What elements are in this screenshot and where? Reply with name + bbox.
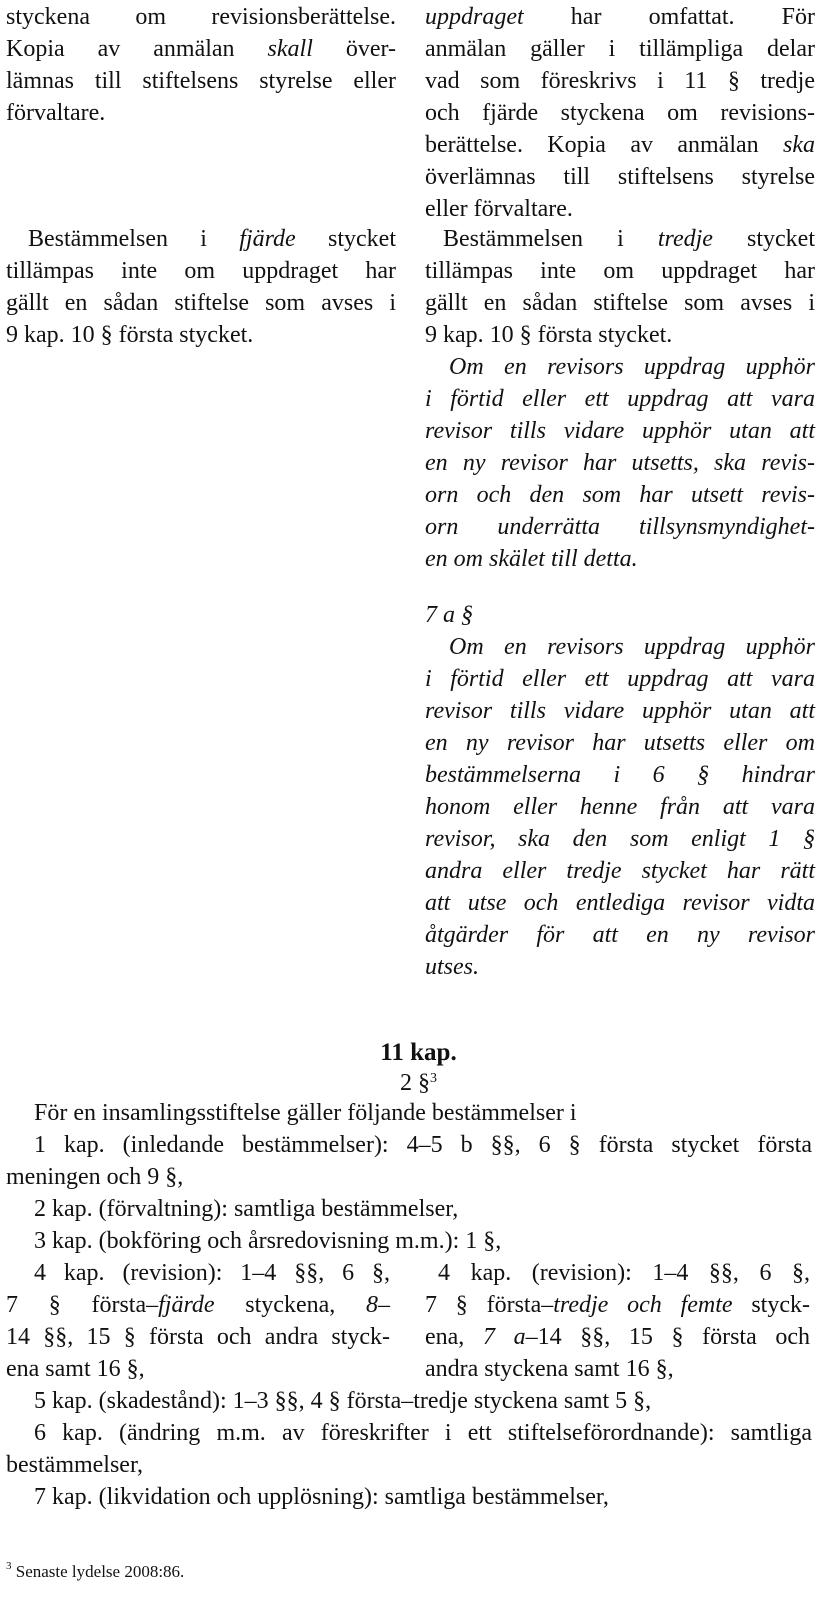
split-left-line: ena samt 16 §, bbox=[6, 1356, 145, 1382]
footnote-marker: 3 bbox=[6, 1560, 12, 1572]
right-text-line: eller förvaltare. bbox=[425, 196, 573, 222]
right-text-line: överlämnas till stiftelsens styrelse bbox=[425, 164, 815, 190]
emphasis: fjärde bbox=[239, 226, 296, 252]
section-heading: 2 §$^3$ bbox=[400, 1070, 437, 1096]
right-text-line: uppdraget har omfattat. För bbox=[425, 4, 815, 30]
split-right-line: andra styckena samt 16 §, bbox=[425, 1356, 674, 1382]
right-italic-line: en om skälet till detta. bbox=[425, 546, 638, 572]
left-text-line: Kopia av anmälan skall över- bbox=[6, 36, 396, 62]
section-7a-heading: 7 a § bbox=[425, 602, 473, 628]
right-text-line: anmälan gäller i tillämpliga delar bbox=[425, 36, 815, 62]
right-italic-line: revisor tills vidare upphör utan att bbox=[425, 698, 815, 724]
full-text-line: För en insamlingsstiftelse gäller följande bestämmelser i bbox=[34, 1100, 577, 1126]
full-text-line: 1 kap. (inledande bestämmelser): 4–5 b §§, 6 § första stycket första bbox=[34, 1132, 812, 1158]
split-right-line: 7 § första–tredje och femte styck- bbox=[425, 1292, 810, 1318]
left-line-part: Kopia av anmälan bbox=[6, 36, 268, 62]
left-text-line: förvaltare. bbox=[6, 100, 106, 126]
chapter-heading: 11 kap. bbox=[380, 1039, 457, 1066]
left-text-line: styckena om revisionsberättelse. bbox=[6, 4, 396, 30]
right-italic-line: utses. bbox=[425, 954, 479, 980]
footnote-text: Senaste lydelse 2008:86. bbox=[15, 1562, 185, 1581]
right-text-line: vad som föreskrivs i 11 § tredje bbox=[425, 68, 815, 94]
right-italic-line: i förtid eller ett uppdrag att vara bbox=[425, 666, 815, 692]
right-italic-line: åtgärder för att en ny revisor bbox=[425, 922, 815, 948]
right-text-line: Bestämmelsen i tredje stycket bbox=[443, 226, 815, 252]
left-text-line: lämnas till stiftelsens styrelse eller bbox=[6, 68, 396, 94]
right-italic-line: i förtid eller ett uppdrag att vara bbox=[425, 386, 815, 412]
split-left-line: 4 kap. (revision): 1–4 §§, 6 §, bbox=[34, 1260, 390, 1286]
footnote-ref: 3 bbox=[430, 1071, 437, 1086]
full-text-line: 6 kap. (ändring m.m. av föreskrifter i ett stiftelseförordnande): samtliga bbox=[34, 1420, 812, 1446]
right-italic-line: andra eller tredje stycket har rätt bbox=[425, 858, 815, 884]
right-italic-line: revisor tills vidare upphör utan att bbox=[425, 418, 815, 444]
right-italic-line: Om en revisors uppdrag upphör bbox=[449, 354, 815, 380]
right-italic-line: bestämmelserna i 6 § hindrar bbox=[425, 762, 815, 788]
right-italic-line: en ny revisor har utsetts eller om bbox=[425, 730, 815, 756]
right-italic-line: orn och den som har utsett revis- bbox=[425, 482, 815, 508]
left-text-line: Bestämmelsen i fjärde stycket bbox=[28, 226, 396, 252]
right-italic-line: en ny revisor har utsetts, ska revis- bbox=[425, 450, 815, 476]
split-right-line: 4 kap. (revision): 1–4 §§, 6 §, bbox=[438, 1260, 810, 1286]
left-text-line: gällt en sådan stiftelse som avses i bbox=[6, 290, 396, 316]
left-text-line: tillämpas inte om uppdraget har bbox=[6, 258, 396, 284]
right-text-line: tillämpas inte om uppdraget har bbox=[425, 258, 815, 284]
split-left-line: 14 §§, 15 § första och andra styck- bbox=[6, 1324, 390, 1350]
right-text-line: och fjärde styckena om revisions- bbox=[425, 100, 815, 126]
split-right-line: ena, 7 a–14 §§, 15 § första och bbox=[425, 1324, 811, 1350]
full-text-line: meningen och 9 §, bbox=[6, 1164, 184, 1190]
right-text-line: 9 kap. 10 § första stycket. bbox=[425, 322, 673, 348]
left-text-line: 9 kap. 10 § första stycket. bbox=[6, 322, 254, 348]
right-italic-line: orn underrätta tillsynsmyndighet- bbox=[425, 514, 815, 540]
right-italic-line: revisor, ska den som enligt 1 § bbox=[425, 826, 815, 852]
split-left-line: 7 § första–fjärde styckena, 8– bbox=[6, 1292, 390, 1318]
right-italic-line: honom eller henne från att vara bbox=[425, 794, 815, 820]
full-text-line: bestämmelser, bbox=[6, 1452, 143, 1478]
right-text-line: berättelse. Kopia av anmälan ska bbox=[425, 132, 815, 158]
right-italic-line: att utse och entlediga revisor vidta bbox=[425, 890, 815, 916]
footnote bbox=[6, 1562, 184, 1582]
right-italic-line: Om en revisors uppdrag upphör bbox=[449, 634, 815, 660]
full-text-line: 7 kap. (likvidation och upplösning): samtliga bestämmelser, bbox=[34, 1484, 609, 1510]
emphasis: skall bbox=[267, 36, 313, 62]
right-text-line: gällt en sådan stiftelse som avses i bbox=[425, 290, 815, 316]
full-text-line: 3 kap. (bokföring och årsredovisning m.m.): 1 §, bbox=[34, 1228, 502, 1254]
full-text-line: 2 kap. (förvaltning): samtliga bestämmelser, bbox=[34, 1196, 459, 1222]
full-text-line: 5 kap. (skadestånd): 1–3 §§, 4 § första–tredje styckena samt 5 §, bbox=[34, 1388, 652, 1414]
